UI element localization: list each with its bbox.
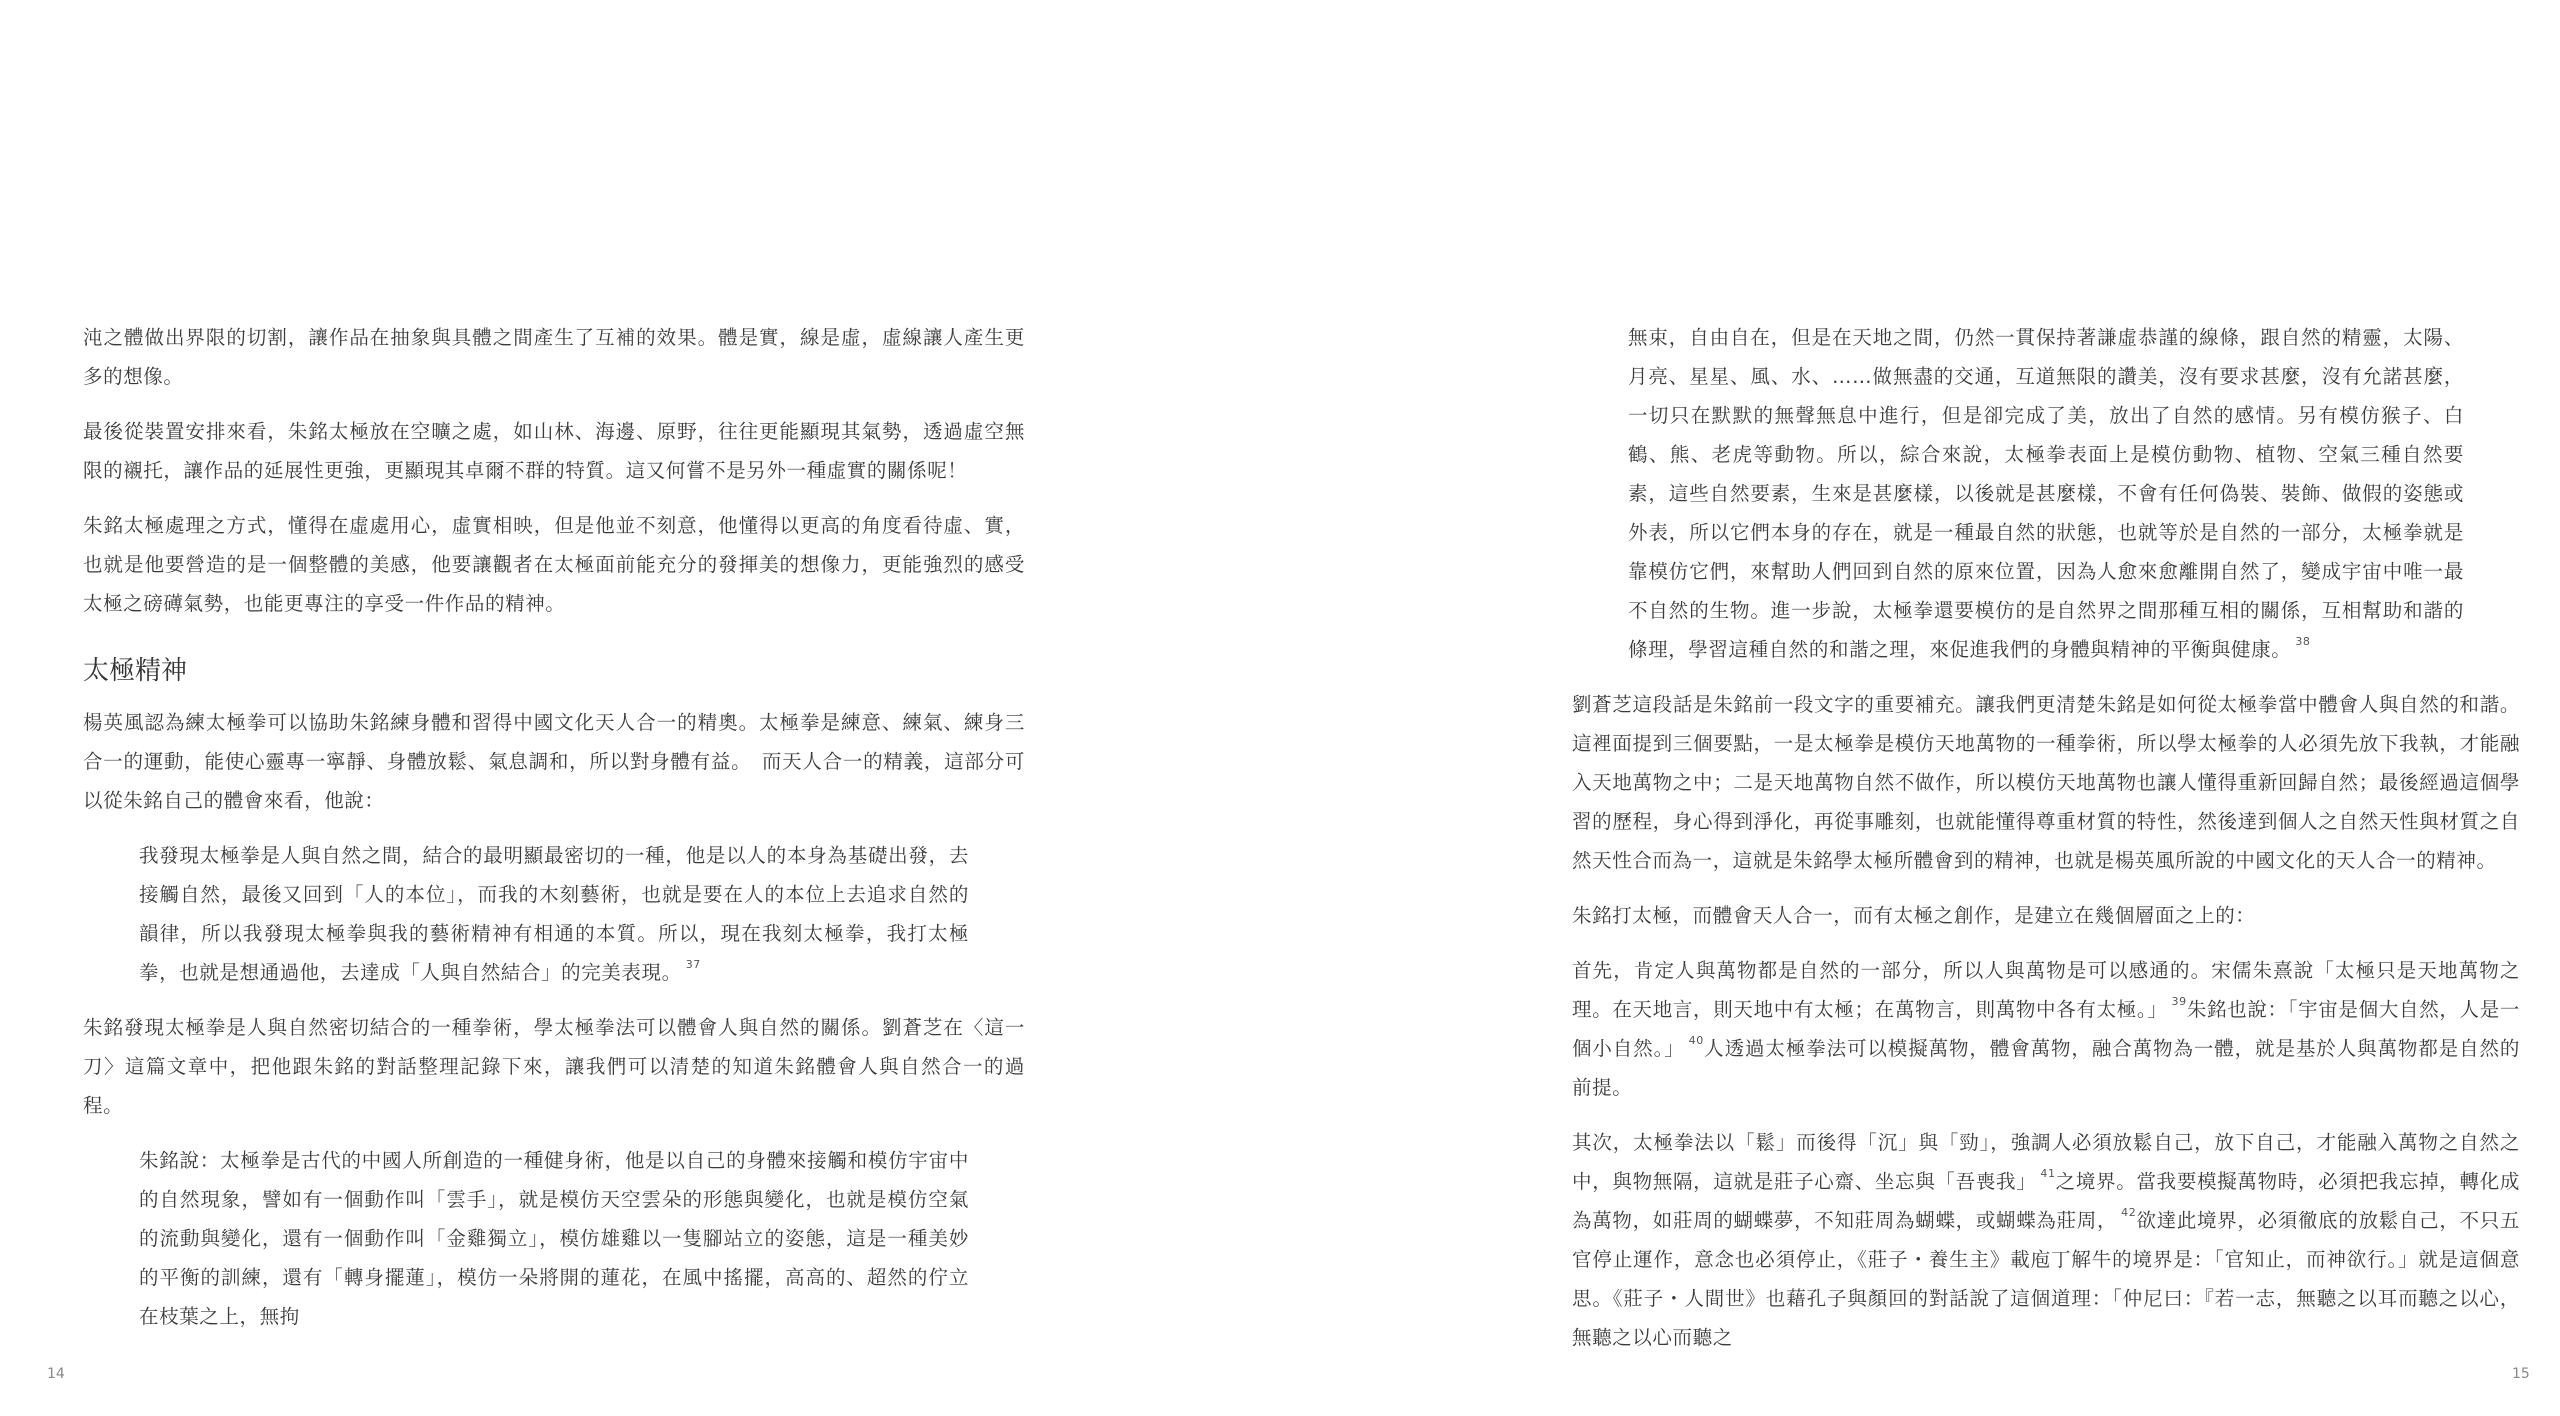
text-run: 人透過太極拳法可以模擬萬物，體會萬物，融合萬物為一體，就是基於人與萬物都是自然的前提。 [1572,1037,2520,1099]
quote-text: 朱銘說：太極拳是古代的中國人所創造的一種健身術，他是以自己的身體來接觸和模仿宇宙中的自然現象，譬如有一個動作叫「雲手」，就是模仿天空雲朵的形態與變化，也就是模仿空氣的流動與變化，還有一個動作叫「金雞獨立」，模仿雄雞以一隻腳站立的姿態，這是一種美妙的平衡的訓練，還有「轉身擺蓮」，模仿一朵將開的蓮花，在風中搖擺，高高的、超然的佇立在枝葉之上，無拘 [139,1149,969,1328]
footnote-marker: 38 [2295,635,2311,648]
text-run: 首先，肯定人與萬物都是自然的一部分，所以人與萬物是可以感通的。宋儒朱熹說「太極只是天地萬物之理。在天地言，則天地中有太極；在萬物言，則萬物中各有太極。」 [1572,959,2520,1021]
footnote-marker: 39 [2171,995,2187,1008]
paragraph: 劉蒼芝這段話是朱銘前一段文字的重要補充。讓我們更清楚朱銘是如何從太極拳當中體會人與自然的和諧。這裡面提到三個要點，一是太極拳是模仿天地萬物的一種拳術，所以學太極拳的人必須先放下我執，才能融入天地萬物之中；二是天地萬物自然不做作，所以模仿天地萬物也讓人懂得重新回歸自然；最後經過這個學習的歷程，身心得到淨化，再從事雕刻，也就能懂得尊重材質的特性，然後達到個人之自然天性與材質之自然天性合而為一，這就是朱銘學太極所體會到的精神，也就是楊英風所說的中國文化的天人合一的精神。 [1572,693,2520,872]
text-run: 朱銘也說：「宇宙是個大自然，人是一個小自然。」 [1572,998,2520,1060]
paragraph: 朱銘太極處理之方式，懂得在虛處用心，虛實相映，但是他並不刻意，他懂得以更高的角度看待虛、實，也就是他要營造的是一個整體的美感，他要讓觀者在太極面前能充分的發揮美的想像力，更能強烈的感受太極之磅礡氣勢，也能更專注的享受一件作品的精神。 [83,514,1025,615]
footnote-marker: 40 [1688,1034,1704,1047]
quote-text: 無束，自由自在，但是在天地之間，仍然一貫保持著謙虛恭謹的線條，跟自然的精靈，太陽、月亮、星星、風、水、……做無盡的交通，互道無限的讚美，沒有要求甚麼，沒有允諾甚麼，一切只在默默的無聲無息中進行，但是卻完成了美，放出了自然的感情。另有模仿猴子、白鶴、熊、老虎等動物。所以，綜合來說，太極拳表面上是模仿動物、植物、空氣三種自然要素，這些自然要素，生來是甚麼樣，以後就是甚麼樣，不會有任何偽裝、裝飾、做假的姿態或外表，所以它們本身的存在，就是一種最自然的狀態，也就等於是自然的一部分，太極拳就是靠模仿它們，來幫助人們回到自然的原來位置，因為人愈來愈離開自然了，變成宇宙中唯一最不自然的生物。進一步說，太極拳還要模仿的是自然界之間那種互相的關係，互相幫助和諧的條理，學習這種自然的和諧之理，來促進我們的身體與精神的平衡與健康。 [1628,326,2464,661]
paragraph: 沌之體做出界限的切割，讓作品在抽象與具體之間產生了互補的效果。體是實，線是虛，虛線讓人產生更多的想像。 [83,326,1025,388]
page-number: 15 [2512,1366,2530,1382]
block-quote [83,836,1025,992]
right-text-column [1572,318,2520,1357]
page-number: 14 [47,1366,65,1382]
section-heading: 太極精神 [83,656,188,686]
block-quote [1572,318,2520,669]
paragraph: 楊英風認為練太極拳可以協助朱銘練身體和習得中國文化天人合一的精奧。太極拳是練意、練氣、練身三合一的運動，能使心靈專一寧靜、身體放鬆、氣息調和，所以對身體有益。 而天人合一的精義，這部分可以從朱銘自己的體會來看，他說： [83,711,1025,812]
footnote-marker: 37 [685,958,701,971]
text-run: 之境界。當我要模擬萬物時，必須把我忘掉，轉化成為萬物，如莊周的蝴蝶夢，不知莊周為蝴蝶，或蝴蝶為莊周， [1572,1170,2520,1232]
paragraph [1572,951,2520,1107]
footnote-marker: 41 [2040,1167,2056,1180]
paragraph: 朱銘打太極，而體會天人合一，而有太極之創作，是建立在幾個層面之上的： [1572,904,2256,927]
paragraph [1572,1123,2520,1357]
block-quote [83,1141,1025,1336]
paragraph: 最後從裝置安排來看，朱銘太極放在空曠之處，如山林、海邊、原野，往往更能顯現其氣勢，透過虛空無限的襯托，讓作品的延展性更強，更顯現其卓爾不群的特質。這又何嘗不是另外一種虛實的關係呢！ [83,420,1025,482]
left-text-column [83,318,1025,1336]
text-run: 欲達此境界，必須徹底的放鬆自己，不只五官停止運作，意念也必須停止，《莊子・養生主》載庖丁解牛的境界是：「官知止，而神欲行。」就是這個意思。《莊子・人間世》也藉孔子與顏回的對話說了這個道理：「仲尼曰：『若一志，無聽之以耳而聽之以心，無聽之以心而聽之 [1572,1209,2521,1349]
right-page [1280,0,2560,1416]
footnote-marker: 42 [2121,1206,2137,1219]
quote-text: 我發現太極拳是人與自然之間，結合的最明顯最密切的一種，他是以人的本身為基礎出發，去接觸自然，最後又回到「人的本位」，而我的木刻藝術，也就是要在人的本位上去追求自然的韻律，所以我發現太極拳與我的藝術精神有相通的本質。所以，現在我刻太極拳，我打太極拳，也就是想通過他，去達成「人與自然結合」的完美表現。 [139,844,969,984]
paragraph: 朱銘發現太極拳是人與自然密切結合的一種拳術，學太極拳法可以體會人與自然的關係。劉蒼芝在〈這一刀〉這篇文章中，把他跟朱銘的對話整理記錄下來，讓我們可以清楚的知道朱銘體會人與自然合一的過程。 [83,1016,1025,1117]
text-run: 其次，太極拳法以「鬆」而後得「沉」與「勁」，強調人必須放鬆自己，放下自己，才能融入萬物之自然之中，與物無隔，這就是莊子心齋、坐忘與「吾喪我」 [1572,1131,2520,1193]
